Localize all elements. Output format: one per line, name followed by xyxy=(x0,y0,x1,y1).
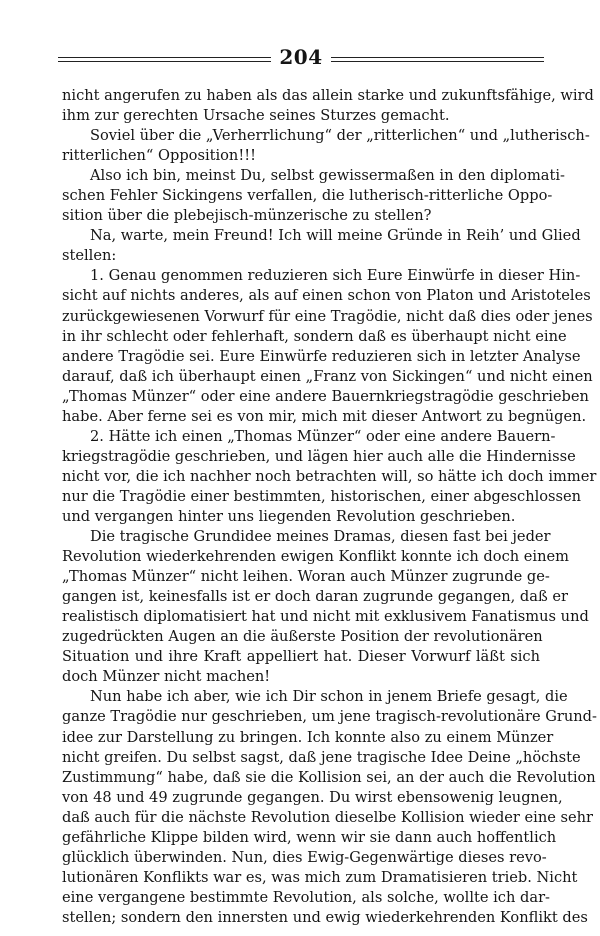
page-header xyxy=(58,40,544,74)
body-text xyxy=(62,86,597,928)
text-line: zugedrückten Augen an die äußerste Position der revolutionären xyxy=(62,628,543,646)
text-line: gangen ist, keinesfalls ist er doch daran zugrunde gegangen, daß er xyxy=(62,588,568,606)
text-line: lutionären Konflikts war es, was mich zum Dramatisieren trieb. Nicht xyxy=(62,868,578,886)
text-line: „Thomas Münzer“ nicht leihen. Woran auch Münzer zugrunde ge- xyxy=(62,568,550,586)
text-line: nur die Tragödie einer bestimmten, historischen, einer abgeschlossen xyxy=(62,487,582,505)
text-line: nicht vor, die ich nachher noch betrachten will, so hätte ich doch immer xyxy=(62,467,597,485)
text-line: nicht angerufen zu haben als das allein starke und zukunftsfähige, wird xyxy=(62,87,594,104)
text-line: eine vergangene bestimmte Revolution, als solche, wollte ich dar- xyxy=(62,888,550,906)
text-line: „Thomas Münzer“ oder eine andere Bauernkriegstragödie geschrieben xyxy=(62,387,589,405)
text-line: habe. Aber ferne sei es von mir, mich mit dieser Antwort zu begnügen. xyxy=(62,407,587,425)
text-line: in ihr schlecht oder fehlerhaft, sondern daß es überhaupt nicht eine xyxy=(62,327,567,345)
text-line: stellen; sondern den innersten und ewig wiederkehrenden Konflikt des xyxy=(62,908,588,926)
text-line: Situation und ihre Kraft appelliert hat. Dieser Vorwurf läßt sich xyxy=(62,648,540,666)
text-line: ganze Tragödie nur geschrieben, um jene tragisch-revolutionäre Grund- xyxy=(62,708,597,726)
text-line: nicht greifen. Du selbst sagst, daß jene tragische Idee Deine „höchste xyxy=(62,748,581,766)
text-line: andere Tragödie sei. Eure Einwürfe reduzieren sich in letzter Analyse xyxy=(62,347,581,365)
text-line: Zustimmung“ habe, daß sie die Kollision sei, an der auch die Revolution xyxy=(62,768,596,786)
text-line: kriegstragödie geschrieben, und lägen hier auch alle die Hindernisse xyxy=(62,447,576,465)
header-rule-left xyxy=(58,57,271,62)
text-line: Die tragische Grundidee meines Dramas, diesen fast bei jeder xyxy=(90,528,551,546)
header-rule-right xyxy=(331,57,544,62)
text-line: glücklich überwinden. Nun, dies Ewig-Gegenwärtige dieses revo- xyxy=(62,848,547,866)
text-line: doch Münzer nicht machen! xyxy=(62,668,271,686)
text-line: darauf, daß ich überhaupt einen „Franz von Sickingen“ und nicht einen xyxy=(62,367,593,385)
text-line: zurückgewiesenen Vorwurf für eine Tragödie, nicht daß dies oder jenes xyxy=(62,307,593,325)
text-line: Soviel über die „Verherrlichung“ der „ritterlichen“ und „lutherisch- xyxy=(90,127,590,145)
text-line: von 48 und 49 zugrunde gegangen. Du wirst ebensowenig leugnen, xyxy=(62,788,563,806)
text-line: ihm zur gerechten Ursache seines Sturzes gemacht. xyxy=(62,107,450,125)
text-line: Na, warte, mein Freund! Ich will meine Gründe in Reih’ und Glied xyxy=(90,227,581,245)
text-line: idee zur Darstellung zu bringen. Ich konnte also zu einem Münzer xyxy=(62,728,554,746)
text-line: sicht auf nichts anderes, als auf einen schon von Platon und Aristoteles xyxy=(62,287,591,305)
text-line: Also ich bin, meinst Du, selbst gewissermaßen in den diplomati- xyxy=(90,167,565,185)
text-line: ritterlichen“ Opposition!!! xyxy=(62,147,256,165)
text-line: gefährliche Klippe bilden wird, wenn wir sie dann auch hoffentlich xyxy=(62,828,557,846)
text-line: realistisch diplomatisiert hat und nicht mit exklusivem Fanatismus und xyxy=(62,608,589,626)
text-line: daß auch für die nächste Revolution dieselbe Kollision wieder eine sehr xyxy=(62,808,594,826)
text-line: Revolution wiederkehrenden ewigen Konflikt konnte ich doch einem xyxy=(62,548,569,566)
text-line: stellen: xyxy=(62,247,117,265)
book-page xyxy=(62,40,597,928)
text-line: sition über die plebejisch-münzerische zu stellen? xyxy=(62,207,432,225)
text-line: Nun habe ich aber, wie ich Dir schon in jenem Briefe gesagt, die xyxy=(90,688,568,706)
text-line: 2. Hätte ich einen „Thomas Münzer“ oder eine andere Bauern- xyxy=(90,427,556,445)
text-line: 1. Genau genommen reduzieren sich Eure Einwürfe in dieser Hin- xyxy=(90,267,581,285)
text-line: schen Fehler Sickingens verfallen, die lutherisch-ritterliche Oppo- xyxy=(62,187,553,205)
page-number: 204 xyxy=(279,45,323,69)
text-line: und vergangen hinter uns liegenden Revolution geschrieben. xyxy=(62,507,516,525)
